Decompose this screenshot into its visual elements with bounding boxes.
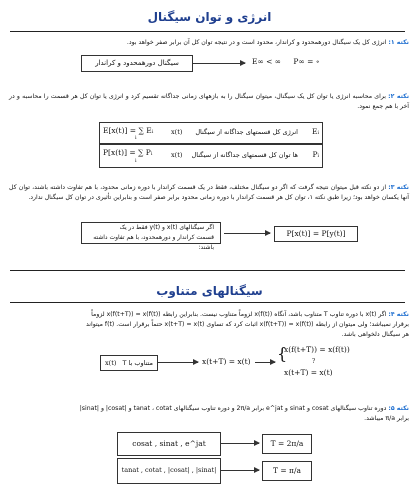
note-1-result [252, 57, 319, 66]
note-4 [9, 310, 409, 340]
note-2-eq1-desc: انرژی کل قسمتهای جداگانه از سیگنال [195, 128, 298, 136]
note-4-label: نکته ۴: [388, 311, 409, 318]
note-2-eq2-index: i [135, 158, 137, 164]
note-2-eq2-var: x(t) [171, 151, 183, 159]
note-5-box2 [117, 458, 221, 484]
note-3-box [81, 222, 221, 251]
note-3-box-line2: قسمت کراندار و دورهمحدود، با هم تفاوت داشته باشند: [93, 234, 214, 251]
note-1-result-P: P∞ = ∘ [293, 57, 320, 66]
note-5-label: نکته ۵: [388, 405, 409, 412]
note-5-box1-label: cosat , sinat , e^jat [132, 439, 206, 448]
note-3-text: از دو نکته قبل میتوان نتیجه گرفت که اگر دو سیگنال مختلف، فقط در یک قسمت کراندار با دوره زمانی محدود، با هم تفاوت داشته باشند، توان کل آنها یکسان خواهد بود؛ زیرا طبق نکته ۱، توان کل هر قسمت کراندار با دوره زمانی محدود برابر صفر است و بنابراین تأثیری در توان کل سیگنال ندارد. [9, 184, 409, 201]
note-2-box-power [99, 144, 323, 168]
note-4-right-q: ? [312, 358, 316, 365]
note-4-box1-label: متناوب با T [122, 359, 153, 367]
note-1-result-E: E∞ < ∞ [252, 57, 282, 66]
section-title-energy-power: انرژی و توان سیگنال [147, 10, 272, 24]
note-3-result: P[x(t)] = P[y(t)] [286, 229, 346, 238]
note-1-arrow [193, 63, 245, 64]
note-4-text1: اگر x(t) با دوره تناوب T متناوب باشد، آنگاه x(f(t)) لزوماً متناوب نیست. بنابراین رابطه x(f(t+T)) = x(f(t)) لزوماً [91, 311, 387, 318]
note-4-text3: هر سیگنال دلخواهی باشد. [341, 331, 409, 338]
note-1-text: انرژی کل یک سیگنال دورهمحدود و کراندار، محدود است و در نتیجه توان کل آن برابر صفر خواهد بود. [126, 39, 387, 46]
note-4-arrow1 [158, 362, 198, 363]
note-5-arrow1 [221, 443, 259, 444]
note-5-result1-box [262, 434, 312, 454]
note-2 [9, 92, 409, 112]
note-1-box [81, 55, 193, 72]
note-2-eq1-sym: Eᵢ [312, 127, 319, 136]
note-5-text2: برابر π/a میباشد. [364, 415, 409, 422]
note-3-result-box [274, 226, 358, 242]
note-2-eq1 [103, 126, 153, 135]
note-3-label: نکته ۳: [388, 184, 409, 191]
note-3 [9, 183, 409, 203]
note-1-label: نکته ۱: [388, 39, 409, 46]
note-5 [9, 404, 409, 424]
note-5-result2-box [262, 461, 312, 481]
note-2-eq2-desc: ها توان کل قسمتهای جداگانه از سیگنال [191, 151, 298, 159]
note-2-eq1-index: i [135, 135, 137, 141]
note-3-arrow [224, 233, 270, 234]
note-5-box2-label: tanat , cotat , |cosat| , |sinat| [121, 466, 217, 474]
note-2-eq2-sym: Pᵢ [312, 150, 319, 159]
note-2-box-energy [99, 122, 323, 144]
section-rule-2 [10, 270, 405, 271]
note-4-brace: { [277, 344, 288, 363]
note-1 [9, 38, 409, 48]
note-5-box1-result: T = 2π/a [270, 439, 304, 448]
section-rule-3 [10, 302, 405, 303]
note-5-box2-result: T = π/a [273, 466, 301, 475]
note-4-arrow2 [255, 362, 275, 363]
section-title-periodic: سیگنالهای متناوب [156, 284, 263, 298]
note-4-middle: x(t+T) = x(t) [202, 357, 251, 366]
note-2-eq2 [103, 148, 152, 157]
section-rule [10, 31, 405, 32]
note-2-text: برای محاسبه انرژی یا توان کل یک سیگنال، میتوان سیگنال را به بازههای زمانی جداگانه تقسیم کرد و انرژی یا توان کل هر قسمت را محاسبه و در آخر با هم جمع نمود. [9, 93, 409, 110]
note-4-box1-var: x(t) [105, 359, 117, 367]
note-3-box-line1: اگر سیگنالهای x(t) و y(t) فقط در یک [119, 224, 214, 231]
note-5-text1: دوره تناوب سیگنالهای cosat و sinat و e^jat برابر 2π/a و دوره تناوب سیگنالهای tanat ، cotat و |cosat| و |sinat| [79, 405, 387, 412]
note-2-eq2-formula: P[x(t)] = ∑ Pᵢ [103, 148, 153, 157]
note-2-label: نکته ۲: [388, 93, 410, 100]
note-4-text2: برقرار نمیباشد؛ ولی میتوان از رابطه x(f(t+T)) = x(f(t)) اثبات کرد که تساوی x(t+T) = x(t) حتماً برقرار است. f(t) میتواند [86, 321, 409, 328]
note-2-eq1-formula: E[x(t)] = ∑ Eᵢ [103, 126, 154, 135]
note-2-eq1-var: x(t) [171, 128, 183, 136]
note-5-box1 [117, 432, 221, 456]
note-5-arrow2 [221, 470, 259, 471]
note-4-right-top: x(f(t+T)) = x(f(t)) [284, 345, 350, 354]
note-4-box1 [100, 355, 158, 371]
note-4-right-bottom: x(t+T) = x(t) [284, 368, 333, 377]
note-1-box-label: سیگنال دورهمحدود و کراندار [95, 59, 179, 67]
